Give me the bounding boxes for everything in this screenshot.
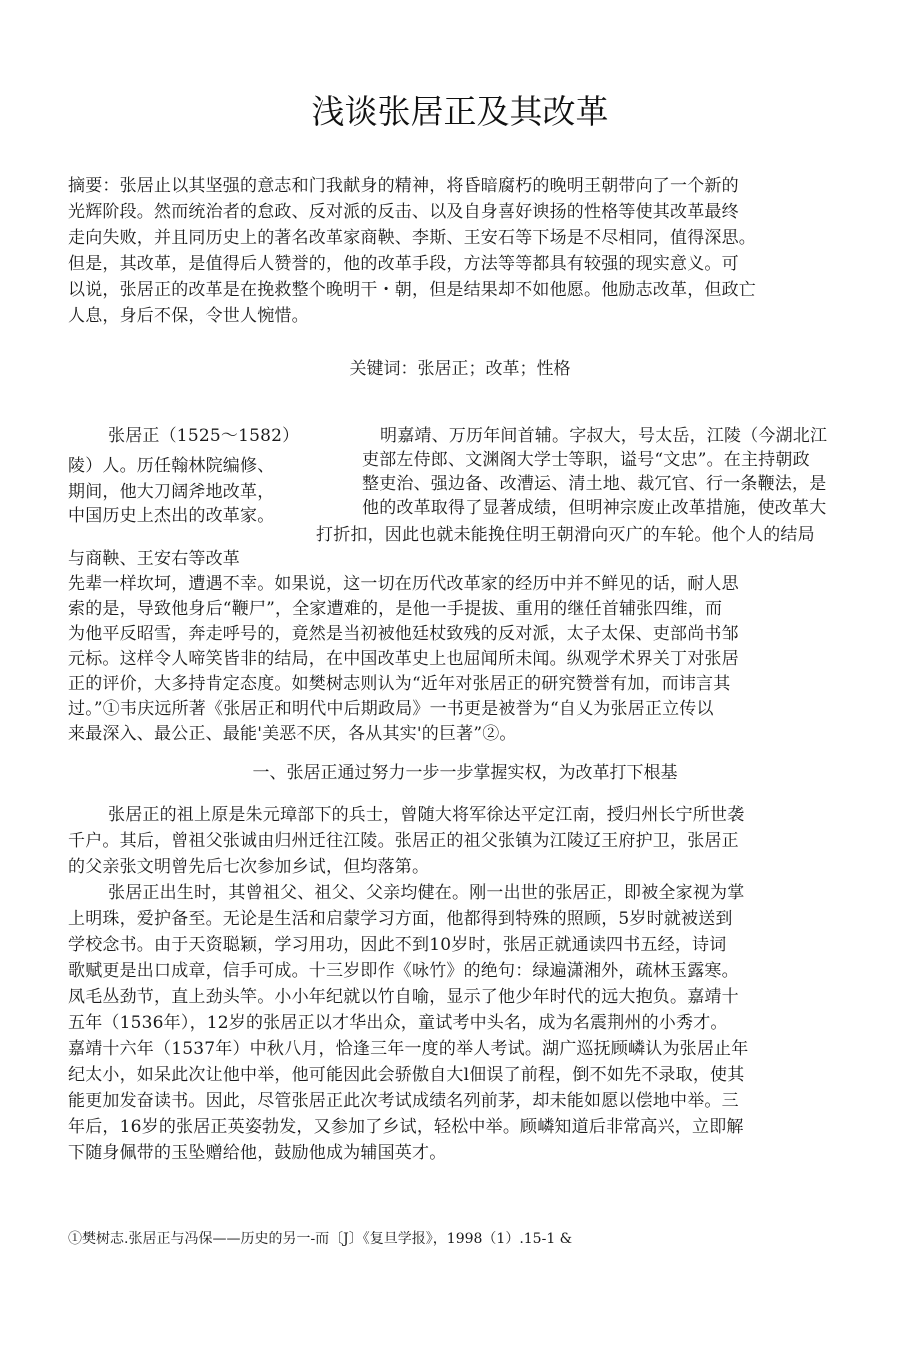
section-line: 上明珠，爱护备至。无论是生活和启蒙学习方面，他都得到特殊的照顾，5岁时就被送到 <box>68 909 733 929</box>
page-title: 浅谈张居正及其改革 <box>311 92 609 131</box>
body-line: 索的是，导致他身后“鞭尸”，全家遭难的，是他一手提拔、重用的继任首辅张四维，而 <box>68 599 723 619</box>
intro-right-line: 整吏治、强边备、改漕运、清土地、裁冗官、行一条鞭法，是 <box>362 474 827 494</box>
abstract-line: 摘要：张居止以其坚强的意志和门我献身的精神，将昏暗腐朽的晚明王朝带向了一个新的 <box>68 176 739 196</box>
section-line: 的父亲张文明曾先后七次参加乡试，但均落第。 <box>68 857 430 877</box>
intro-wrap-line: 打折扣，因此也就未能挽住明王朝滑向灭广的车轮。他个人的结局 <box>316 525 815 545</box>
keywords: 关键词：张居正；改革；性格 <box>349 359 571 379</box>
section-line: 能更加发奋读书。因此，尽管张居正此次考试成绩名列前茅，却未能如愿以偿地中举。三 <box>68 1091 739 1111</box>
abstract-line: 以说，张居正的改革是在挽救整个晚明干・朝，但是结果却不如他愿。他励志改革，但政亡 <box>68 280 756 300</box>
body-line: 为他平反昭雪，奔走呼号的，竟然是当初被他廷杖致残的反对派，太子太保、吏部尚书邹 <box>68 624 739 644</box>
intro-right-line: 明嘉靖、万历年间首辅。字叔大，号太岳，江陵（今湖北江 <box>380 426 828 446</box>
intro-short-line: 与商鞅、王安右等改革 <box>68 549 240 569</box>
intro-right-line: 吏部左侍郎、文渊阁大学士等职，谥号“文忠”。在主持朝政 <box>362 450 810 470</box>
body-line: 过。”①韦庆远所著《张居正和明代中后期政局》一书更是被誉为“自乂为张居正立传以 <box>68 699 714 719</box>
section-line: 千户。其后，曾祖父张诚由归州迁往江陵。张居正的祖父张镇为江陵辽王府护卫，张居正 <box>68 831 739 851</box>
body-line: 正的评价，大多持肯定态度。如樊树志则认为“近年对张居正的研究赞誉有加，而讳言其 <box>68 674 731 694</box>
intro-left-line: 期间，他大刀阔斧地改革， <box>68 482 275 502</box>
section-line: 纪太小，如呆此次让他中举，他可能因此会骄傲自大l佃误了前程，倒不如先不录取，使其 <box>68 1065 745 1085</box>
section-line: 张居正的祖上原是朱元璋部下的兵士，曾随大将军徐达平定江南，授归州长宁所世袭 <box>108 805 745 825</box>
intro-left-line: 中国历史上杰出的改革家。 <box>68 506 275 526</box>
section-line: 张居正出生时，其曾祖父、祖父、父亲均健在。刚一出世的张居正，即被全家视为掌 <box>108 883 745 903</box>
abstract-line: 走向失败，并且同历史上的著名改革家商鞅、李斯、王安石等下场是不尽相同，值得深思。 <box>68 228 756 248</box>
body-line: 元标。这样令人啼笑皆非的结局，在中国改革史上也屈闻所未闻。纵观学术界关丁对张居 <box>68 649 739 669</box>
section-line: 下随身佩带的玉坠赠给他，鼓励他成为辅国英才。 <box>68 1143 447 1163</box>
footnote: ①樊树志.张居正与冯保——历史的另一-而〔J〕《复旦学报》，1998（1）.15-1 & <box>68 1231 573 1247</box>
abstract-line: 人息，身后不保，令世人惋惜。 <box>68 306 309 326</box>
intro-left-line: 陵）人。历任翰林院编修、 <box>68 456 275 476</box>
abstract-line: 但是，其改革，是值得后人赞誉的，他的改革手段，方法等等都具有较强的现实意义。可 <box>68 254 739 274</box>
abstract-line: 光辉阶段。然而统治者的怠政、反对派的反击、以及自身喜好谀扬的性格等使其改革最终 <box>68 202 739 222</box>
section-line: 学校念书。由于天资聪颖，学习用功，因此不到10岁时，张居正就通读四书五经，诗词 <box>68 935 727 955</box>
section-line: 年后，16岁的张居正英姿勃发，又参加了乡试，轻松中举。顾嶙知道后非常高兴，立即解 <box>68 1117 744 1137</box>
section-line: 嘉靖十六年（1537年）中秋八月，恰逢三年一度的举人考试。湖广巡抚顾嶙认为张居止年 <box>68 1039 749 1059</box>
intro-right-line: 他的改革取得了显著成绩，但明神宗废止改革措施，使改革大 <box>362 498 827 518</box>
section-heading: 一、张居正通过努力一步一步掌握实权，为改革打下根基 <box>252 763 678 783</box>
section-line: 歌赋更是出口成章，信手可成。十三岁即作《咏竹》的绝句：绿遍潇湘外，疏林玉露寒。 <box>68 961 739 981</box>
section-line: 五年（1536年），12岁的张居正以才华出众，童试考中头名，成为名震荆州的小秀才。 <box>68 1013 728 1033</box>
body-line: 来最深入、最公正、最能'美恶不厌，各从其实'的巨著”②。 <box>68 724 517 744</box>
intro-left-line: 张居正（1525～1582） <box>108 426 300 446</box>
section-line: 凤毛丛劲节，直上劲头竿。小小年纪就以竹自喻，显示了他少年时代的远大抱负。嘉靖十 <box>68 987 739 1007</box>
body-line: 先辈一样坎坷，遭遇不幸。如果说，这一切在历代改革家的经历中并不鲜见的话，耐人思 <box>68 574 739 594</box>
